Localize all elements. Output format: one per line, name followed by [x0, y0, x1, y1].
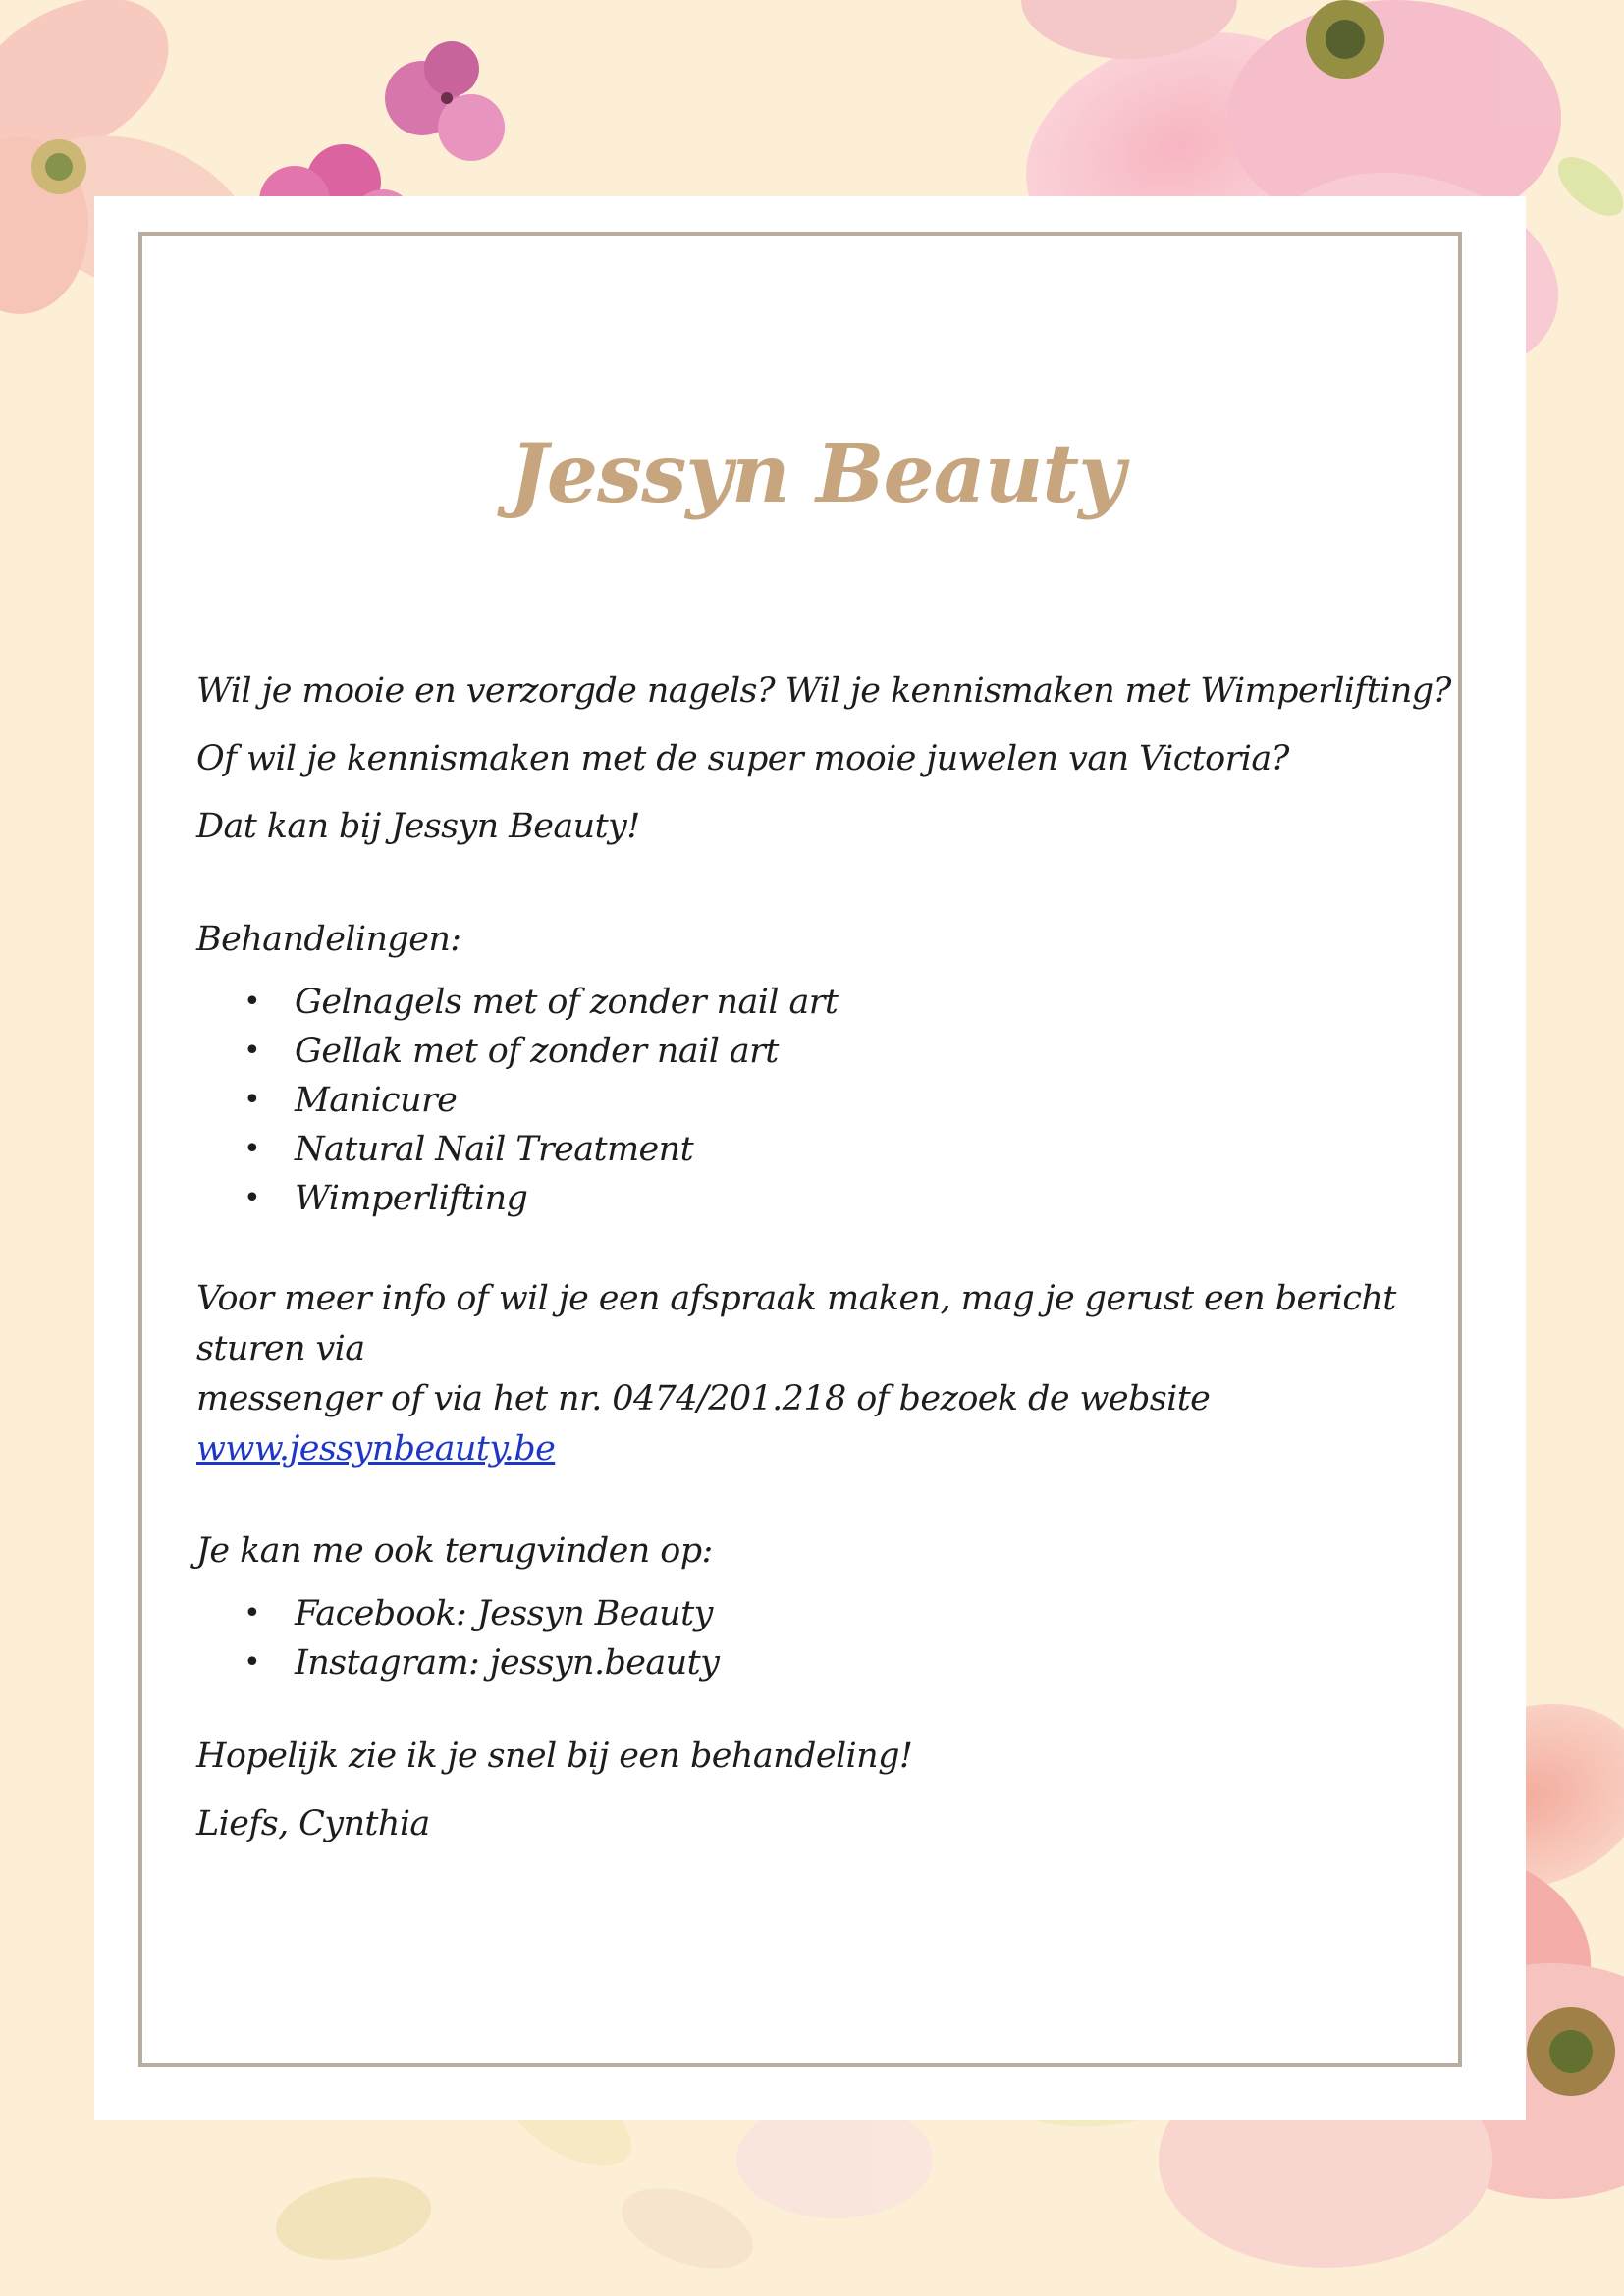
list-item: • Wimperlifting [295, 1174, 1463, 1223]
treatments-list [196, 978, 1463, 1223]
website-line [196, 1424, 1463, 1474]
document-body [196, 658, 1463, 1858]
social-list [196, 1589, 1463, 1687]
intro-line: Of wil je kennismaken met de super mooie juwelen van Victoria? [196, 739, 1289, 778]
contact-line: messenger of via het nr. 0474/201.218 of bezoek de website [196, 1379, 1211, 1418]
list-item: • Facebook: Jessyn Beauty [295, 1589, 1463, 1638]
social-heading: Je kan me ook terugvinden op: [196, 1531, 713, 1571]
list-item: • Natural Nail Treatment [295, 1125, 1463, 1174]
list-item: • Gellak met of zonder nail art [295, 1027, 1463, 1076]
page-title: Jessyn Beauty [510, 427, 1124, 521]
contact-line: Voor meer info of wil je een afspraak maken, mag je gerust een bericht sturen via [196, 1279, 1396, 1368]
closing-line: Hopelijk zie ik je snel bij een behandeling! [196, 1736, 913, 1776]
list-item: • Gelnagels met of zonder nail art [295, 978, 1463, 1027]
treatments-heading: Behandelingen: [196, 920, 461, 959]
signature-line: Liefs, Cynthia [196, 1804, 430, 1843]
list-item: • Instagram: jessyn.beauty [295, 1638, 1463, 1687]
intro-line: Dat kan bij Jessyn Beauty! [196, 807, 640, 846]
list-item: • Manicure [295, 1076, 1463, 1125]
website-link[interactable]: www.jessynbeauty.be [196, 1429, 556, 1468]
intro-line: Wil je mooie en verzorgde nagels? Wil je kennismaken met Wimperlifting? [196, 671, 1451, 711]
